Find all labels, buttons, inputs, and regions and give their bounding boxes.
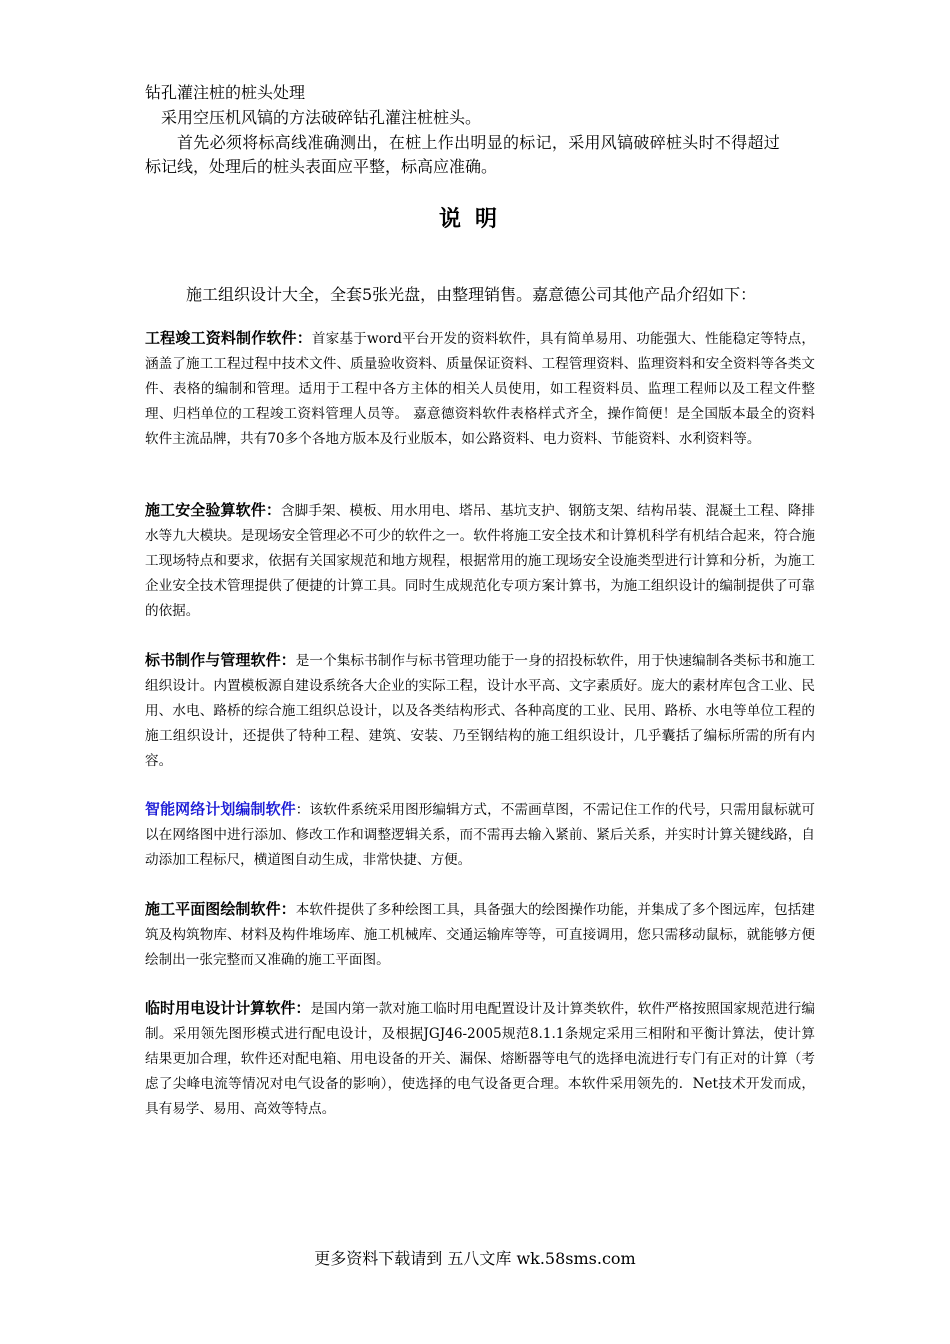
top-method: 采用空压机风镐的方法破碎钻孔灌注桩桩头。 — [161, 108, 482, 127]
section-heading: 施工安全验算软件： — [145, 501, 281, 519]
intro-text: 施工组织设计大全，全套5张光盘，由整理销售。嘉意德公司其他产品介绍如下： — [186, 285, 757, 304]
section-heading-suffix: ： — [295, 802, 310, 818]
page-title: 说明 — [438, 207, 511, 232]
section-heading: 工程竣工资料制作软件： — [145, 329, 312, 347]
section-heading-link[interactable]: 智能网络计划编制软件 — [145, 800, 296, 818]
top-heading: 钻孔灌注桩的桩头处理 — [145, 83, 306, 102]
section-body: 首家基于word平台开发的资料软件，具有简单易用、功能强大、性能稳定等特点，涵盖了施工工程过程中技术文件、质量验收资料、质量保证资料、工程管理资料、监理资料和安全资料等各类文件、表格的编制和管理。适用于工程中各方主体的相关人员使用，如工程资料员、监理工程师以及工程文件整理、归档单位的工程竣工资料管理人员等。 嘉意德资料软件表格样式齐全，操作简便！是全国版本最全的资料软件主流品牌，共有70多个各地方版本及行业版本，如公路资料、电力资料、节能资料、水利资料等。 — [145, 331, 815, 447]
top-detail-line1: 首先必须将标高线准确测出，在桩上作出明显的标记，采用风镐破碎桩头时不得超过 — [177, 133, 781, 152]
footer-link[interactable]: 更多资料下载请到 五八文库 wk.58sms.com — [314, 1249, 636, 1268]
section-network-plan — [145, 797, 815, 873]
section-completion-docs — [145, 326, 815, 452]
section-body: 本软件提供了多种绘图工具，具备强大的绘图操作功能，并集成了多个图远库，包括建筑及构筑物库、材料及构件堆场库、施工机械库、交通运输库等等，可直接调用，您只需移动鼠标，就能够方便绘制出一张完整而又准确的施工平面图。 — [145, 902, 815, 968]
section-body: 是国内第一款对施工临时用电配置设计及计算类软件，软件严格按照国家规范进行编制。采用领先图形模式进行配电设计，及根据JGJ46-2005规范8.1.1条规定采用三相附和平衡计算法，使计算结果更加合理，软件还对配电箱、用电设备的开关、漏保、熔断器等电气的选择电流进行专门有正对的计算（考虑了尖峰电流等情况对电气设备的影响），使选择的电气设备更合理。本软件采用领先的．Net技术开发而成，具有易学、易用、高效等特点。 — [145, 1001, 815, 1117]
section-heading: 施工平面图绘制软件： — [145, 900, 296, 918]
section-body: 是一个集标书制作与标书管理功能于一身的招投标软件，用于快速编制各类标书和施工组织设计。内置模板源自建设系统各大企业的实际工程，设计水平高、文字素质好。庞大的素材库包含工业、民用、水电、路桥的综合施工组织总设计，以及各类结构形式、各种高度的工业、民用、路桥、水电等单位工程的施工组织设计，还提供了特种工程、建筑、安装、乃至钢结构的施工组织设计，几乎囊括了编标所需的所有内容。 — [145, 653, 815, 769]
section-safety-calc — [145, 498, 815, 624]
section-body: 该软件系统采用图形编辑方式，不需画草图，不需记住工作的代号，只需用鼠标就可以在网络图中进行添加、修改工作和调整逻辑关系，而不需再去输入紧前、紧后关系，并实时计算关键线路，自动添加工程标尺，横道图自动生成，非常快捷、方便。 — [145, 802, 815, 868]
section-bid-docs — [145, 648, 815, 774]
section-heading: 标书制作与管理软件： — [145, 651, 296, 669]
section-site-plan — [145, 897, 815, 973]
section-heading: 临时用电设计计算软件： — [145, 999, 311, 1017]
top-detail-line2: 标记线，处理后的桩头表面应平整，标高应准确。 — [145, 157, 498, 176]
section-temp-power — [145, 996, 815, 1122]
section-body: 含脚手架、模板、用水用电、塔吊、基坑支护、钢筋支架、结构吊装、混凝土工程、降排水等九大模块。是现场安全管理必不可少的软件之一。软件将施工安全技术和计算机科学有机结合起来，符合施工现场特点和要求，依据有关国家规范和地方规程，根据常用的施工现场安全设施类型进行计算和分析，为施工企业安全技术管理提供了便捷的计算工具。同时生成规范化专项方案计算书，为施工组织设计的编制提供了可靠的依据。 — [145, 503, 815, 619]
